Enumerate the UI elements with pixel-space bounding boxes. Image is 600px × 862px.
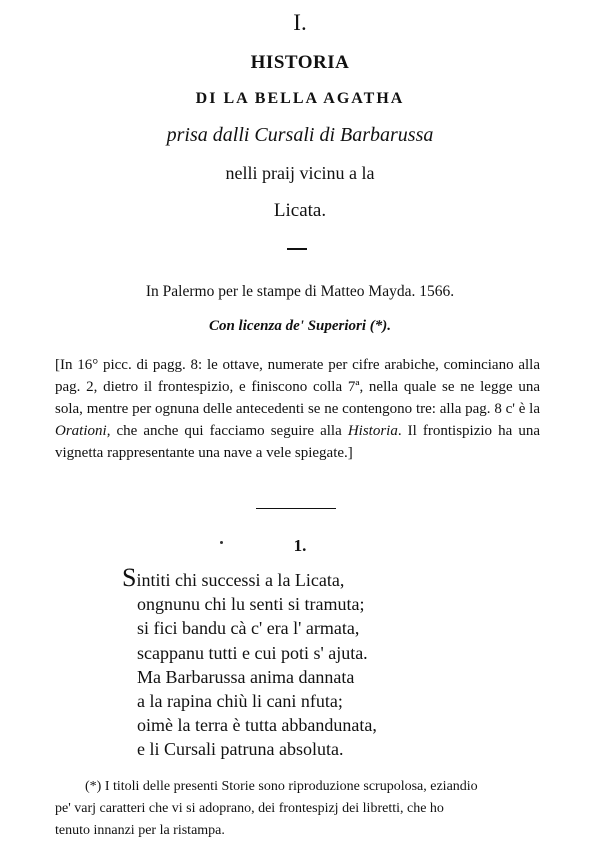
bibliographic-note <box>55 354 540 464</box>
subtitle: DI LA BELLA AGATHA <box>195 90 405 107</box>
note-italic-2: Historia <box>347 423 398 439</box>
poem-line: a la rapina chiù li cani nfuta; <box>137 691 343 712</box>
poem-line: scappanu tutti e cui poti s' ajuta. <box>137 642 368 663</box>
footnote-line-1: (*) I titoli delle presenti Storie sono riproduzione scrupolosa, eziandio <box>85 779 478 794</box>
poem-line-1 <box>122 563 377 592</box>
imprint-line: In Palermo per le stampe di Matteo Mayda. 1566. <box>145 283 455 300</box>
poem-line: oimè la terra è tutta abbandunata, <box>137 715 377 736</box>
subtitle-line-4: Licata. <box>273 200 327 221</box>
footnote-line-2: pe' varj caratteri che vi si adoprano, dei frontespizj dei libretti, che ho <box>55 801 444 816</box>
license-line: Con licenza de' Superiori (*). <box>208 318 392 334</box>
stanza-poem <box>122 563 377 762</box>
footnote-line-3: tenuto innanzi per la ristampa. <box>55 823 225 838</box>
page-title: HISTORIA <box>250 52 350 73</box>
footnote <box>55 776 540 842</box>
poem-line: ongnunu chi lu senti si tramuta; <box>137 594 365 615</box>
note-text-2: , che anche qui facciamo seguire alla <box>106 423 348 439</box>
subtitle-line-2: prisa dalli Cursali di Barbarussa <box>166 124 434 146</box>
subtitle-line-3: nelli praij vicinu a la <box>225 163 375 183</box>
note-text-1: [In 16° picc. di pagg. 8: le ottave, numerate per cifre arabiche, cominciano alla pag. 2, dietro il frontespizio, e finiscono colla 7ª, nella quale se ne legge una sola, mentre per ognuna delle antecedenti se ne contengono tre: alla pag. 8 c' è la <box>55 357 540 417</box>
chapter-numeral: I. <box>293 10 307 35</box>
poem-line: Ma Barbarussa anima dannata <box>137 666 355 687</box>
note-italic-1: Orationi <box>55 423 107 439</box>
poem-line: e li Cursali patruna absoluta. <box>137 739 344 760</box>
poem-line-1-rest: intiti chi successi a la Licata, <box>136 570 345 590</box>
drop-cap: S <box>122 563 137 592</box>
stanza-number: 1. <box>293 536 307 555</box>
note-text-3: . Il frontispizio ha una vignetta rappresentante una nave a vele spiegate.] <box>55 423 540 461</box>
title-dash-divider <box>287 248 307 250</box>
poem-line: si fici bandu cà c' era l' armata, <box>137 618 360 639</box>
section-divider <box>256 508 336 509</box>
